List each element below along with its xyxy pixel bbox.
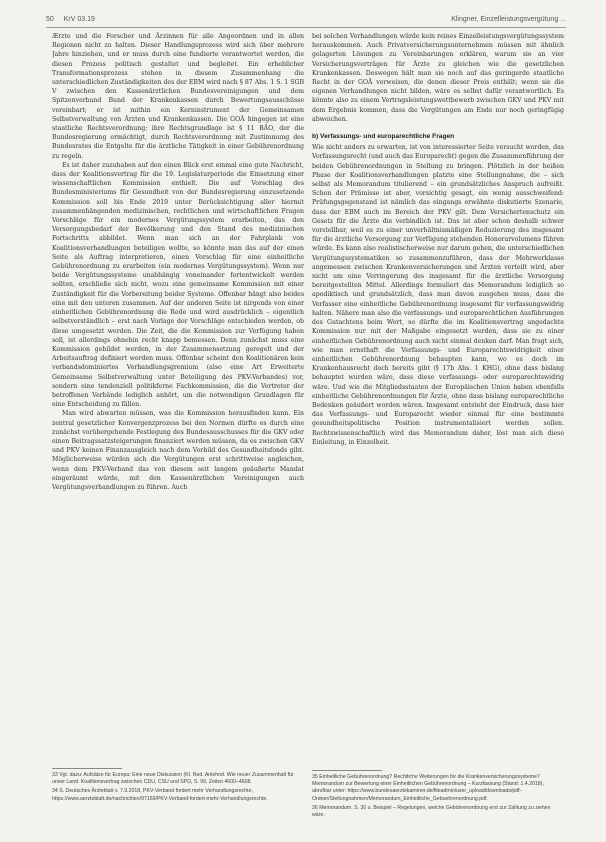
right-paragraph-1: bei solchen Verhandlungen würde kein reines Einzelleistungsvergütungssystem herauskommen. Auch Privatversicherungsunternehmen müssen mit ähnlich gelagerten Lösungen zu Vereinbarungen erklären, warum sie an vier Versicherungsverträgen für Ärzte zu gleichen wie die gesetzlichen Krankenkassen. Deswegen hält man sie noch auf das geringerde staatliche Recht in der GOÄ verweisen, die denen dieser Preis enthält; wenn sie die eigenen Verhandlungen nicht bilden, wäre es selbst dafür verantwortlich. Es könnte also zu einem Vertragsleistungswettbewerb zwischen GKV und PKV mit dem Ergebnis kommen, dass die Vergütungen am Ende nur noch geringfügig abweichen. xyxy=(312,33,564,123)
footnote-33: 33 Vgl. dazu: Aufsätze für Europa: Eine neue Diskussion (Kl. Red. Anlehnd. Wie neuer Zusammenhalt für unser Land. Koalitionsvertrag zwischen CDU, CSU und SPD, S. 99, Zeilen 4600–4608. xyxy=(52,772,294,786)
right-column xyxy=(312,32,564,606)
right-paragraph-2: Wie nicht anders zu erwarten, ist von interessierter Seite versucht worden, das Vorfassungsrecht (und auch das Europarecht) gegen die Zusammenführung der beiden Gebührenordnungen in Stellung zu bringen. Plötzlich in der heißen Phase der Koalitionsverhandlungen platzte eine Stellungnahme, die – sich selbst als Memorandum titulierend – ein grundsätzliches Anspruch aufreißt. Schon der Prämisse ist aber, vorsichtig gesagt, ein wenig ausschweifend: Prüfungsgegenstand ist nämlich das eingangs erwähnte diskutierte Szenario, dass der EBM auch im Bereich der PKV gilt. Dem Versichertenschutz ein Gesetz für die Ärzte die verbindlich ist. Das ist aber schon deshalb schwer vorstellbar, weil es zu einer unverhältnismäßigen Reduzierung des insgesamt für die ärztliche Versorgung zur Verfügung stehenden Honorarvolumens führen würde. Es kann also realistischerweise nur darum gehen, die unterschiedlichen Vergütungssystematiken so zusammenzuführen, dass der Mehrwerklasse angemessen zwischen Krankenversicherungen und Ärzten verteilt wird, aber nicht um eine Verringerung des insgesamt für die ärztliche Versorgung bereitgestellten Mittel. Allerdings formuliert das Memorandum lediglich so apodiktisch und grundsätzlich, dass man davon ausgehen muss, dass die Verfasser eine einheitliche Gebührenordnung insgesamt für verfassungswidrig halten. Nähere man also die verfassungs- und europarechtlichen Ausführungen des Gutachtens beim Wort, so dürfte die im Koalitionsvertrag angedachte Kommission nur mit der Maßgabe eingesetzt werden, dass sie zu einer einheitlichen Gebührenordnung auch nicht einmal denken darf. Man fragt sich, wie man ernsthaft die Verfassungs- und Europarechtswidrigkeit einer einheitlichen Gebührenordnung behaupten kann, wo es doch im Krankenhausrecht doch bereits gibt (§ 17b Abs. 1 KHG), ohne dass bislang behauptet wurden wäre, dass diese verfassungs- oder europarechtswidrig wäre. Und wie die Mitgliedsstaaten der Europäischen Union haben ebenfalls einheitliche Gebührenordnungen für Ärzte, ohne dass bislang europarechtliche Bedenken geäußert worden wären. Insgesamt entsteht der Eindruck, dass hier das Verfassungs- und Europarecht wieder einmal für eine bestimmte gesundheitspolitische Position instrumentalisiert werden sollen. Rechtswissenschaftlich wird das Memorandum daher, löst man sich diese Einleitung, in Einzelheit. xyxy=(312,144,564,446)
footnote-35: 35 Einheitliche Gebührenordnung? Rechtliche Weiterungen für die Krankenversicherungssysteme? Memorandum zur Bewertung einer Einheitlichen Gebührenordnung – Kurzfassung (Stand: 1.4.2018), abrufbar unter: https://www.bundesaerztekammer.de/fileadmin/user_upload/downloads/pdf-Ordner/Stellungnahmen/Memorandum_Einheitliche_Gebuehrenordnung.pdf. xyxy=(312,774,544,802)
left-column xyxy=(52,32,304,760)
article-running-title: Klingner, Einzelleistungsvergütung ... xyxy=(451,15,566,23)
left-paragraph-3: Man wird abwarten müssen, was die Kommission herausfinden kann. Ein zentral gesetzlicher Konvergenzprozess bei den Normen dürfte es durch eine zunächst vorübergehende Festlegung des Bundesausschusses für die GKV oder einen Beitragssatzsteigerungen finanziert werden müssen, da es zwischen GKV und PKV keinen Finanzausgleich nach dem Vorbild des Gesundheitsfonds gibt. Möglicherweise würden sich die Vergütungen erst schrittweise angleichen, wenn dem PKV-Verband das von diesem seit langem geäußerte Mandat eingeräumt würde, mit den Kassenärztlichen Vereinigungen auch Vergütungsverhandlungen zu führen. Auch xyxy=(52,410,304,491)
footnote-rule-right xyxy=(312,770,382,771)
footnotes-left xyxy=(52,772,304,805)
footnote-36: 36 Memorandum, S. 30 u. Beispiel – Regelungen, welche Gebührenordnung erst zur Zahlung zu ziehen wäre. xyxy=(312,804,551,819)
footnotes-right xyxy=(312,774,564,821)
section-heading: b) Verfassungs- und europarechtliche Fragen xyxy=(312,133,455,141)
footnote-rule-left xyxy=(52,768,122,769)
left-paragraph-2: Es ist daher zuzuhaben auf den einen Blick erst einmal eine gute Nachricht, dass der Koalitionsvertrag für die 19. Legislaturperiode die Einsetzung einer wissenschaftlichen Kommission enthielt. Die auf Vorschlag des Bundesministeriums für Gesundheit von der Bundesregierung einzusetzende Kommission soll bis Ende 2019 unter Berücksichtigung aller hiermit zusammenhängenden medizinischen, rechtlichen und wirtschaftlichen Fragen Vorschläge für ein modernes Vergütungssystem erarbeiten, das den Versorgungsbedarf der Bevölkerung und den Stand des medizinischen Fortschritts abbildet. Wenn man sich an der Fahrplank von Koalitionsverhandlungen beteiligen wollte, so könnte man das auf der einen Seite als Auftrag interpretieren, einen Vorschlag für eine einheitliche Gebührenordnung zu erarbeiten (ein modernes Vergütungssystem). Wenn nur beide Vergütungssysteme unabhängig voneinander fortentwickelt werden sollten, erschließe sich nicht, wozu eine gemeinsame Kommission mit einer Zuständigkeit für die Vorbereitung beider Systeme. Offenbar hängt also beides eine mit den unteren zusammen. Auf der anderen Seite ist nirgends von einer einheitlichen Gebührenordnung die Rede und wird ausdrücklich – eigentlich selbstverständlich – erst nach Vorlage der Vorschläge entschieden werden, ob diese umgesetzt werden. Die Zeit, die die Kommission zur Verfügung haben soll, ist allerdings ohnehin recht knapp bemessen. Denn zunächst muss eine Kommission gebildet werden, in der Zusammensetzung geregelt und der Arbeitsauftrag definiert werden muss. Offenbar scheint den Koalitionären kein verbandsdominiertes Verhandlungsgremium (also eine Art Erweiterte Gemeinsame Selbstverwaltung unter Beteiligung des PKV-Verbandes) vor, sondern eine tendenziell politikferne Fachkommission, die die Vertreter der betroffenen Verbände lediglich anhört, um die notwendigen Grundlagen für eine Entscheidung zu fällen. xyxy=(52,161,304,409)
header-rule xyxy=(46,27,566,28)
footnote-34: 34 S. Deutsches Ärzteblatt v. 7.9.2018, PKV-Verband fordert mehr Verhandlungsrechte, https://www.aerzteblatt.de/nachrichten/97169/PKV-Verband-fordert-mehr-Verhandlungsrechte. xyxy=(52,788,268,802)
left-paragraph-1: Ærzte und die Forscher und Ärzinnen für alle Angeordnen und in allen Regionen nicht zu halten. Dieser Handlungsprozess wird sich über mehrere Jahre hinziehen, und er muss durch eine fundierte verantwortet werden, die diesen Prozess politisch gestaltet und begleitet. Ein erheblicher Transformationsprozess stehen in diesem Zusammenhang die unterschiedlichen Zuständigkeiten des der EBM wird nach § 87 Abs. 1 S. 1 SGB V zwischen den Kassenärztlichen Bundesvereinigungen und dem Spitzenverband Bund der Krankenkassen durch Bewertungsausschüsse vereinbart; er ist mithin ein Kerninstrument der Gemeinsamen Selbstverwaltung von Ärzten und Krankenkassen. Die GOÄ hingegen ist eine staatliche Rechtsverordnung; ihre Rechtsgrundlage ist § 11 BÄO, der die Bundesregierung ermächtigt, durch Rechtsverordnung mit Zustimmung des Bundesrates die Entgelte für die ärztliche Tätigkeit in einer Gebührenordnung zu regeln. xyxy=(52,33,304,160)
page-number: 50 xyxy=(46,15,54,23)
journal-name: KrV 03.19 xyxy=(63,15,95,23)
page-header xyxy=(46,12,566,26)
